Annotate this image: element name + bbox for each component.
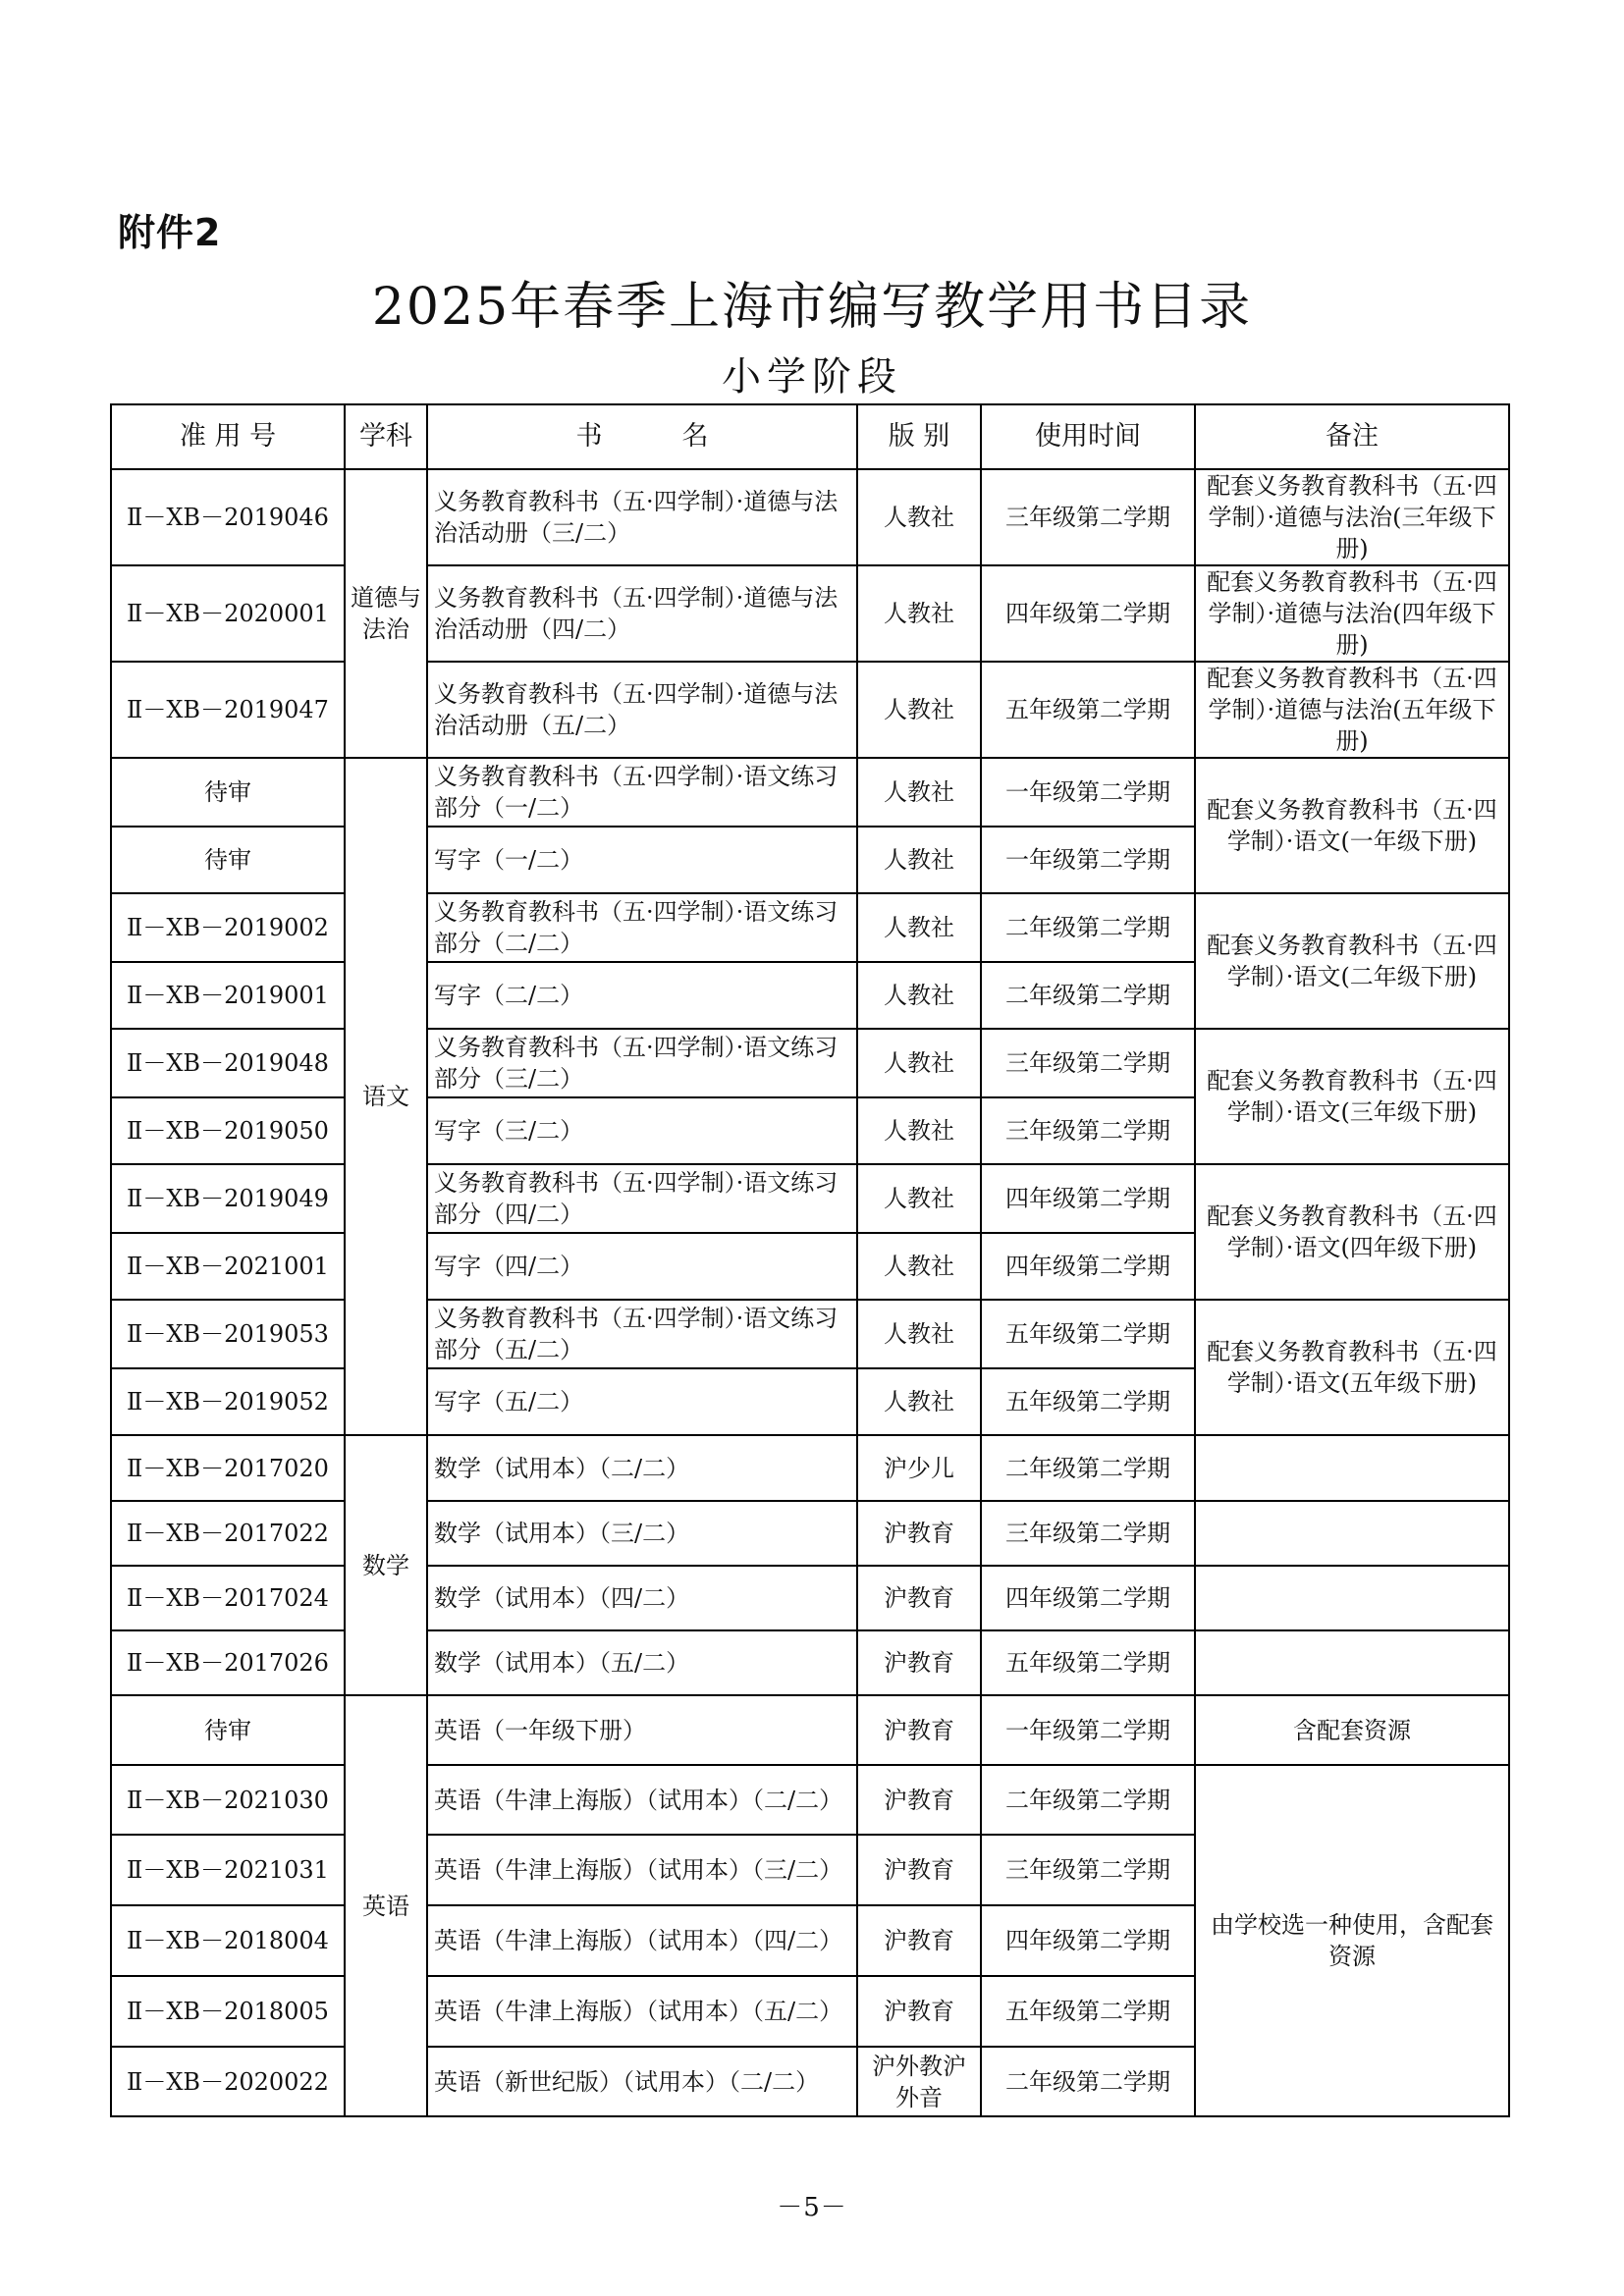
book-name: 英语（一年级下册）	[427, 1695, 857, 1765]
approval-code: Ⅱ－XB－2018004	[111, 1905, 345, 1976]
column-header-book: 书 名	[427, 404, 857, 469]
remark-cell: 配套义务教育教科书（五·四学制）·语文(三年级下册)	[1195, 1029, 1509, 1164]
usage-term: 二年级第二学期	[981, 1435, 1195, 1501]
publisher: 沪教育	[857, 1976, 981, 2047]
table-row	[111, 1695, 1509, 1765]
book-name: 义务教育教科书（五·四学制）·道德与法治活动册（三/二）	[427, 469, 857, 565]
usage-term: 三年级第二学期	[981, 1835, 1195, 1905]
usage-term: 四年级第二学期	[981, 565, 1195, 662]
table-row	[111, 1765, 1509, 1835]
book-name: 英语（牛津上海版）（试用本）（五/二）	[427, 1976, 857, 2047]
book-name: 英语（新世纪版）（试用本）（二/二）	[427, 2047, 857, 2116]
approval-code: Ⅱ－XB－2021001	[111, 1233, 345, 1300]
approval-code: Ⅱ－XB－2017026	[111, 1630, 345, 1695]
table-row	[111, 1435, 1509, 1501]
usage-term: 三年级第二学期	[981, 469, 1195, 565]
usage-term: 一年级第二学期	[981, 827, 1195, 893]
approval-code: Ⅱ－XB－2019049	[111, 1164, 345, 1233]
subject-cell: 语文	[345, 758, 427, 1435]
remark-cell: 配套义务教育教科书（五·四学制）·语文(四年级下册)	[1195, 1164, 1509, 1300]
remark-cell: 配套义务教育教科书（五·四学制）·语文(五年级下册)	[1195, 1300, 1509, 1435]
publisher: 沪教育	[857, 1695, 981, 1765]
subject-cell: 数学	[345, 1435, 427, 1695]
approval-code: Ⅱ－XB－2019050	[111, 1097, 345, 1164]
publisher: 人教社	[857, 1097, 981, 1164]
publisher: 人教社	[857, 1233, 981, 1300]
book-name: 数学（试用本）（二/二）	[427, 1435, 857, 1501]
remark-cell	[1195, 1501, 1509, 1566]
book-name: 数学（试用本）（三/二）	[427, 1501, 857, 1566]
book-name: 英语（牛津上海版）（试用本）（三/二）	[427, 1835, 857, 1905]
remark-cell	[1195, 1630, 1509, 1695]
book-name: 义务教育教科书（五·四学制）·语文练习部分（一/二）	[427, 758, 857, 827]
publisher: 沪少儿	[857, 1435, 981, 1501]
publisher: 人教社	[857, 565, 981, 662]
usage-term: 五年级第二学期	[981, 1976, 1195, 2047]
publisher: 沪教育	[857, 1566, 981, 1630]
usage-term: 五年级第二学期	[981, 1630, 1195, 1695]
approval-code: 待审	[111, 1695, 345, 1765]
usage-term: 五年级第二学期	[981, 1300, 1195, 1368]
publisher: 沪教育	[857, 1905, 981, 1976]
approval-code: Ⅱ－XB－2019001	[111, 962, 345, 1029]
approval-code: Ⅱ－XB－2019002	[111, 893, 345, 962]
publisher: 沪教育	[857, 1765, 981, 1835]
usage-term: 三年级第二学期	[981, 1501, 1195, 1566]
book-name: 写字（三/二）	[427, 1097, 857, 1164]
publisher: 沪教育	[857, 1835, 981, 1905]
column-header-term: 使用时间	[981, 404, 1195, 469]
publisher: 人教社	[857, 662, 981, 758]
publisher: 人教社	[857, 758, 981, 827]
approval-code: Ⅱ－XB－2019053	[111, 1300, 345, 1368]
attachment-label: 附件2	[118, 211, 222, 254]
book-name: 义务教育教科书（五·四学制）·道德与法治活动册（四/二）	[427, 565, 857, 662]
approval-code: Ⅱ－XB－2017024	[111, 1566, 345, 1630]
approval-code: Ⅱ－XB－2019046	[111, 469, 345, 565]
book-name: 数学（试用本）（四/二）	[427, 1566, 857, 1630]
table-row	[111, 469, 1509, 565]
table-row	[111, 1501, 1509, 1566]
book-name: 义务教育教科书（五·四学制）·道德与法治活动册（五/二）	[427, 662, 857, 758]
table-row	[111, 1300, 1509, 1368]
usage-term: 二年级第二学期	[981, 893, 1195, 962]
remark-cell: 配套义务教育教科书（五·四学制）·语文(二年级下册)	[1195, 893, 1509, 1029]
approval-code: 待审	[111, 827, 345, 893]
approval-code: Ⅱ－XB－2020022	[111, 2047, 345, 2116]
usage-term: 四年级第二学期	[981, 1566, 1195, 1630]
publisher: 沪教育	[857, 1630, 981, 1695]
publisher: 人教社	[857, 1368, 981, 1435]
table-header-row	[111, 404, 1509, 469]
book-name: 写字（四/二）	[427, 1233, 857, 1300]
page-number: －5－	[777, 2193, 847, 2222]
book-name: 数学（试用本）（五/二）	[427, 1630, 857, 1695]
document-title: 2025年春季上海市编写教学用书目录	[371, 278, 1253, 337]
usage-term: 三年级第二学期	[981, 1097, 1195, 1164]
column-header-code: 准 用 号	[111, 404, 345, 469]
publisher: 人教社	[857, 893, 981, 962]
publisher: 人教社	[857, 962, 981, 1029]
approval-code: 待审	[111, 758, 345, 827]
column-header-subject: 学科	[345, 404, 427, 469]
approval-code: Ⅱ－XB－2017022	[111, 1501, 345, 1566]
usage-term: 四年级第二学期	[981, 1164, 1195, 1233]
book-name: 英语（牛津上海版）（试用本）（四/二）	[427, 1905, 857, 1976]
table-row	[111, 1029, 1509, 1097]
approval-code: Ⅱ－XB－2021030	[111, 1765, 345, 1835]
usage-term: 一年级第二学期	[981, 1695, 1195, 1765]
remark-cell: 配套义务教育教科书（五·四学制）·道德与法治(五年级下册)	[1195, 662, 1509, 758]
table-row	[111, 1164, 1509, 1233]
table-row	[111, 893, 1509, 962]
book-name: 义务教育教科书（五·四学制）·语文练习部分（三/二）	[427, 1029, 857, 1097]
approval-code: Ⅱ－XB－2019052	[111, 1368, 345, 1435]
remark-cell: 配套义务教育教科书（五·四学制）·道德与法治(三年级下册)	[1195, 469, 1509, 565]
table-row	[111, 758, 1509, 827]
usage-term: 二年级第二学期	[981, 1765, 1195, 1835]
publisher: 人教社	[857, 1300, 981, 1368]
table-row	[111, 1566, 1509, 1630]
publisher: 沪教育	[857, 1501, 981, 1566]
table-row	[111, 565, 1509, 662]
book-name: 义务教育教科书（五·四学制）·语文练习部分（五/二）	[427, 1300, 857, 1368]
subject-cell: 道德与法治	[345, 469, 427, 758]
usage-term: 五年级第二学期	[981, 1368, 1195, 1435]
publisher: 人教社	[857, 827, 981, 893]
book-name: 写字（五/二）	[427, 1368, 857, 1435]
remark-cell: 含配套资源	[1195, 1695, 1509, 1765]
usage-term: 四年级第二学期	[981, 1233, 1195, 1300]
approval-code: Ⅱ－XB－2017020	[111, 1435, 345, 1501]
publisher: 人教社	[857, 1164, 981, 1233]
column-header-publisher: 版 别	[857, 404, 981, 469]
usage-term: 一年级第二学期	[981, 758, 1195, 827]
remark-cell	[1195, 1566, 1509, 1630]
table-row	[111, 662, 1509, 758]
remark-cell	[1195, 1435, 1509, 1501]
remark-cell: 配套义务教育教科书（五·四学制）·道德与法治(四年级下册)	[1195, 565, 1509, 662]
approval-code: Ⅱ－XB－2019048	[111, 1029, 345, 1097]
remark-cell: 配套义务教育教科书（五·四学制）·语文(一年级下册)	[1195, 758, 1509, 893]
book-name: 义务教育教科书（五·四学制）·语文练习部分（二/二）	[427, 893, 857, 962]
usage-term: 二年级第二学期	[981, 2047, 1195, 2116]
book-name: 义务教育教科书（五·四学制）·语文练习部分（四/二）	[427, 1164, 857, 1233]
book-name: 写字（二/二）	[427, 962, 857, 1029]
publisher: 沪外教沪外音	[857, 2047, 981, 2116]
usage-term: 三年级第二学期	[981, 1029, 1195, 1097]
subject-cell: 英语	[345, 1695, 427, 2116]
approval-code: Ⅱ－XB－2020001	[111, 565, 345, 662]
approval-code: Ⅱ－XB－2021031	[111, 1835, 345, 1905]
remark-cell: 由学校选一种使用，含配套资源	[1195, 1765, 1509, 2116]
approval-code: Ⅱ－XB－2019047	[111, 662, 345, 758]
usage-term: 二年级第二学期	[981, 962, 1195, 1029]
approval-code: Ⅱ－XB－2018005	[111, 1976, 345, 2047]
book-name: 写字（一/二）	[427, 827, 857, 893]
usage-term: 五年级第二学期	[981, 662, 1195, 758]
usage-term: 四年级第二学期	[981, 1905, 1195, 1976]
book-name: 英语（牛津上海版）（试用本）（二/二）	[427, 1765, 857, 1835]
publisher: 人教社	[857, 1029, 981, 1097]
textbook-catalog-table	[110, 403, 1510, 2117]
publisher: 人教社	[857, 469, 981, 565]
column-header-remark: 备注	[1195, 404, 1509, 469]
table-row	[111, 1630, 1509, 1695]
document-subtitle: 小学阶段	[722, 354, 902, 400]
